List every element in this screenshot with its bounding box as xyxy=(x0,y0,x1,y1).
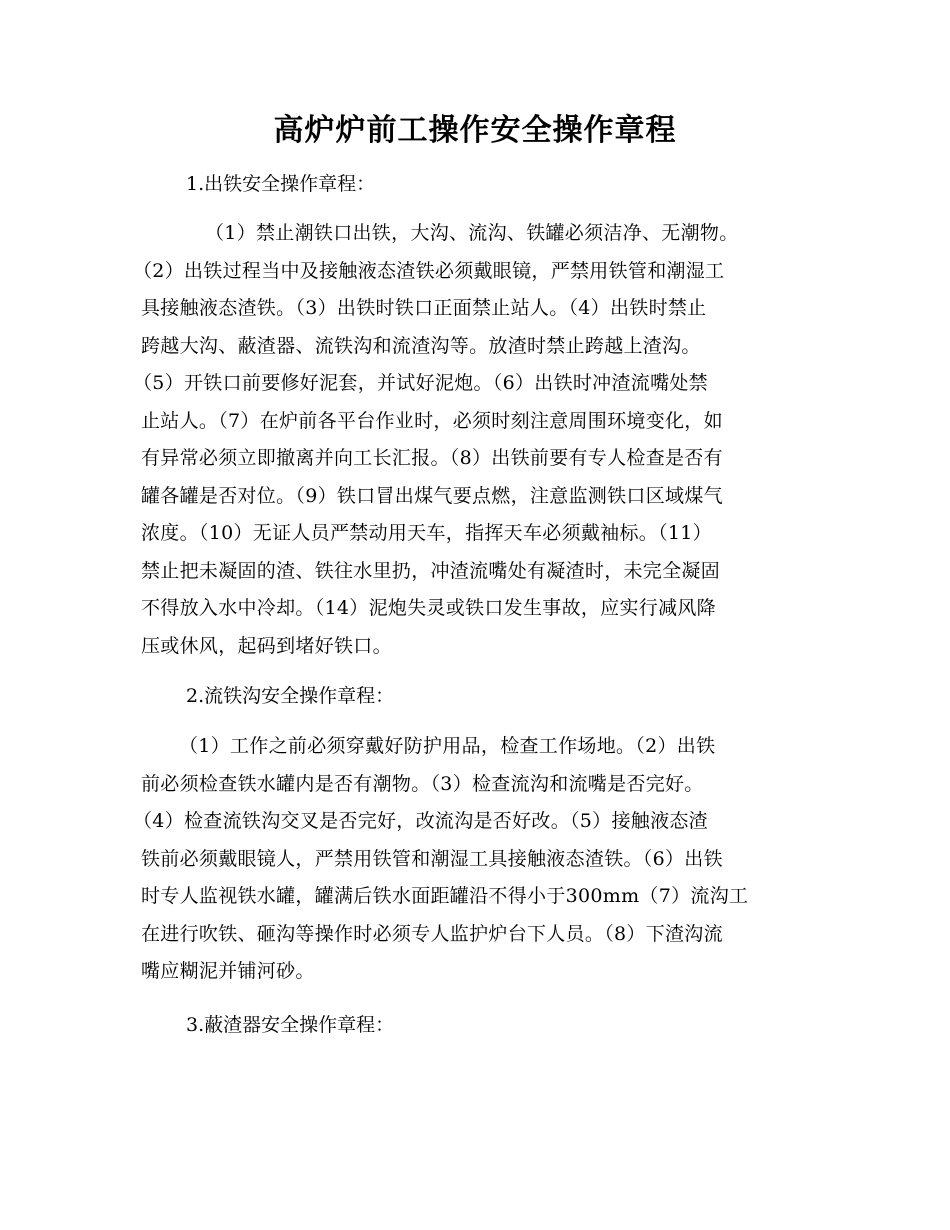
section-1-heading: 1.出铁安全操作章程： xyxy=(186,173,376,195)
paragraph-line: （1）禁止潮铁口出铁，大沟、流沟、铁罐必须洁净、无潮物。 xyxy=(205,222,739,244)
paragraph-line: （2）出铁过程当中及接触液态渣铁必须戴眼镜，严禁用铁管和潮湿工 xyxy=(133,259,725,282)
paragraph-line: 不得放入水中冷却。（14）泥炮失灵或铁口发生事故，应实行减风降 xyxy=(141,597,716,619)
section-2-heading: 2.流铁沟安全操作章程： xyxy=(186,685,395,707)
paragraph-line: 时专人监视铁水罐，罐满后铁水面距罐沿不得小于300mm（7）流沟工 xyxy=(141,885,749,907)
paragraph-line: 罐各罐是否对位。（9）铁口冒出煤气要点燃，注意监测铁口区域煤气 xyxy=(141,484,723,507)
paragraph-line: （4）检查流铁沟交叉是否完好，改流沟是否好改。（5）接触液态渣 xyxy=(133,810,708,832)
paragraph-line: （1）工作之前必须穿戴好防护用品，检查工作场地。（2）出铁 xyxy=(179,735,716,757)
paragraph-line: 跨越大沟、蔽渣器、流铁沟和流渣沟等。放渣时禁止跨越上渣沟。 xyxy=(141,334,701,357)
section-3-heading: 3.蔽渣器安全操作章程： xyxy=(186,1014,395,1036)
paragraph-line: 铁前必须戴眼镜人，严禁用铁管和潮湿工具接触液态渣铁。（6）出铁 xyxy=(141,847,723,870)
paragraph-line: 止站人。（7）在炉前各平台作业时，必须时刻注意周围环境变化，如 xyxy=(141,409,723,432)
paragraph-line: 浓度。（10）无证人员严禁动用天车，指挥天车必须戴袖标。（11） xyxy=(141,522,712,544)
paragraph-line: 前必须检查铁水罐内是否有潮物。（3）检查流沟和流嘴是否完好。 xyxy=(141,772,704,795)
paragraph-line: 压或休风，起码到堵好铁口。 xyxy=(141,634,392,657)
paragraph-line: 在进行吹铁、砸沟等操作时必须专人监护炉台下人员。（8）下渣沟流 xyxy=(141,922,723,945)
paragraph-line: 具接触液态渣铁。（3）出铁时铁口正面禁止站人。（4）出铁时禁止 xyxy=(141,297,707,319)
section-2-paragraph xyxy=(133,728,806,991)
paragraph-line: 禁止把未凝固的渣、铁往水里扔，冲渣流嘴处有凝渣时，未完全凝固 xyxy=(141,559,721,582)
paragraph-line: 有异常必须立即撤离并向工长汇报。（8）出铁前要有专人检查是否有 xyxy=(141,447,723,469)
paragraph-line: 嘴应糊泥并铺河砂。 xyxy=(141,960,315,982)
page-title: 高炉炉前工操作安全操作章程 xyxy=(273,113,677,148)
paragraph-line: （5）开铁口前要修好泥套，并试好泥炮。（6）出铁时冲渣流嘴处禁 xyxy=(133,372,708,394)
section-1-paragraph xyxy=(133,215,806,665)
